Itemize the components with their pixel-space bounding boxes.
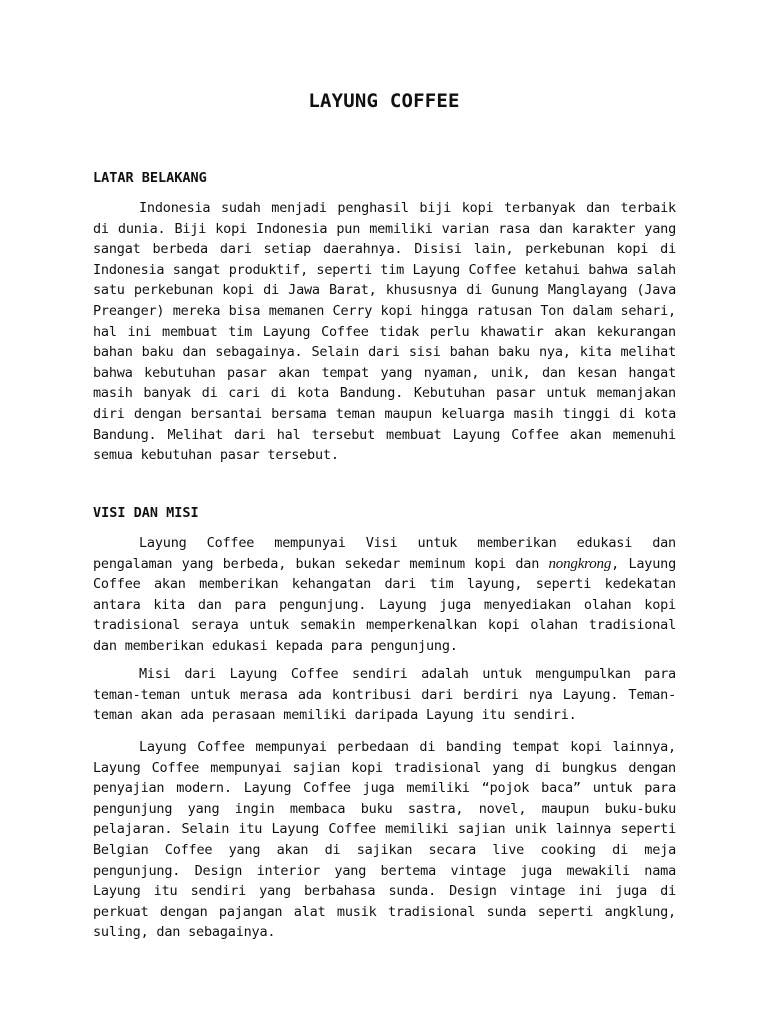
section-heading-latar-belakang: LATAR BELAKANG [93, 170, 207, 186]
visi-paragraph [93, 533, 676, 657]
visi-text-before: Layung Coffee mempunyai Visi untuk memberikan edukasi dan pengalaman yang berbeda, bukan sekedar meminum kopi dan [93, 535, 676, 572]
document-title: LAYUNG COFFEE [308, 90, 460, 112]
section-heading-visi-dan-misi: VISI DAN MISI [93, 505, 199, 521]
visi-emphasis-word: nongkrong [548, 555, 612, 572]
misi-paragraph: Misi dari Layung Coffee sendiri adalah untuk mengumpulkan para teman-teman untuk merasa ada kontribusi dari berdiri nya Layung. Teman-teman akan ada perasaan memiliki daripada Layung itu sendiri. [93, 666, 676, 724]
latar-belakang-paragraph: Indonesia sudah menjadi penghasil biji kopi terbanyak dan terbaik di dunia. Biji kopi Indonesia pun memiliki varian rasa dan karakter yang sangat berbeda dari setiap daerahnya. Disisi lain, perkebunan kopi di Indonesia sangat produktif, seperti tim Layung Coffee ketahui bahwa salah satu perkebunan kopi di Jawa Barat, khususnya di Gunung Manglayang (Java Preanger) mereka bisa memanen Cerry kopi hingga ratusan Ton dalam sehari, hal ini membuat tim Layung Coffee tidak perlu khawatir akan kekurangan bahan baku dan sebagainya. Selain dari sisi bahan baku nya, kita melihat bahwa kebutuhan pasar akan tempat yang nyaman, unik, dan kesan hangat masih banyak di cari di kota Bandung. Kebutuhan pasar untuk memanjakan diri dengan bersantai bersama teman maupun keluarga masih tinggi di kota Bandung. Melihat dari hal tersebut membuat Layung Coffee akan memenuhi semua kebutuhan pasar tersebut. [93, 200, 676, 464]
visi-text-after: , Layung Coffee akan memberikan kehangatan dari tim layung, seperti kedekatan antara kita dan para pengunjung. Layung juga menyediakan olahan kopi tradisional seraya untuk semakin memperkenalkan kopi olahan tradisional dan memberikan edukasi kepada para pengunjung. [93, 555, 677, 654]
perbedaan-paragraph: Layung Coffee mempunyai perbedaan di banding tempat kopi lainnya, Layung Coffee mempunyai sajian kopi tradisional yang di bungkus dengan penyajian modern. Layung Coffee juga memiliki “pojok baca” untuk para pengunjung yang ingin membaca buku sastra, novel, maupun buku-buku pelajaran. Selain itu Layung Coffee memiliki sajian unik lainnya seperti Belgian Coffee yang akan di sajikan secara live cooking di meja pengunjung. Design interior yang bertema vintage juga mewakili nama Layung itu sendiri yang berbahasa sunda. Design vintage ini juga di perkuat dengan pajangan alat musik tradisional sunda seperti angklung, suling, dan sebagainya. [93, 739, 676, 941]
